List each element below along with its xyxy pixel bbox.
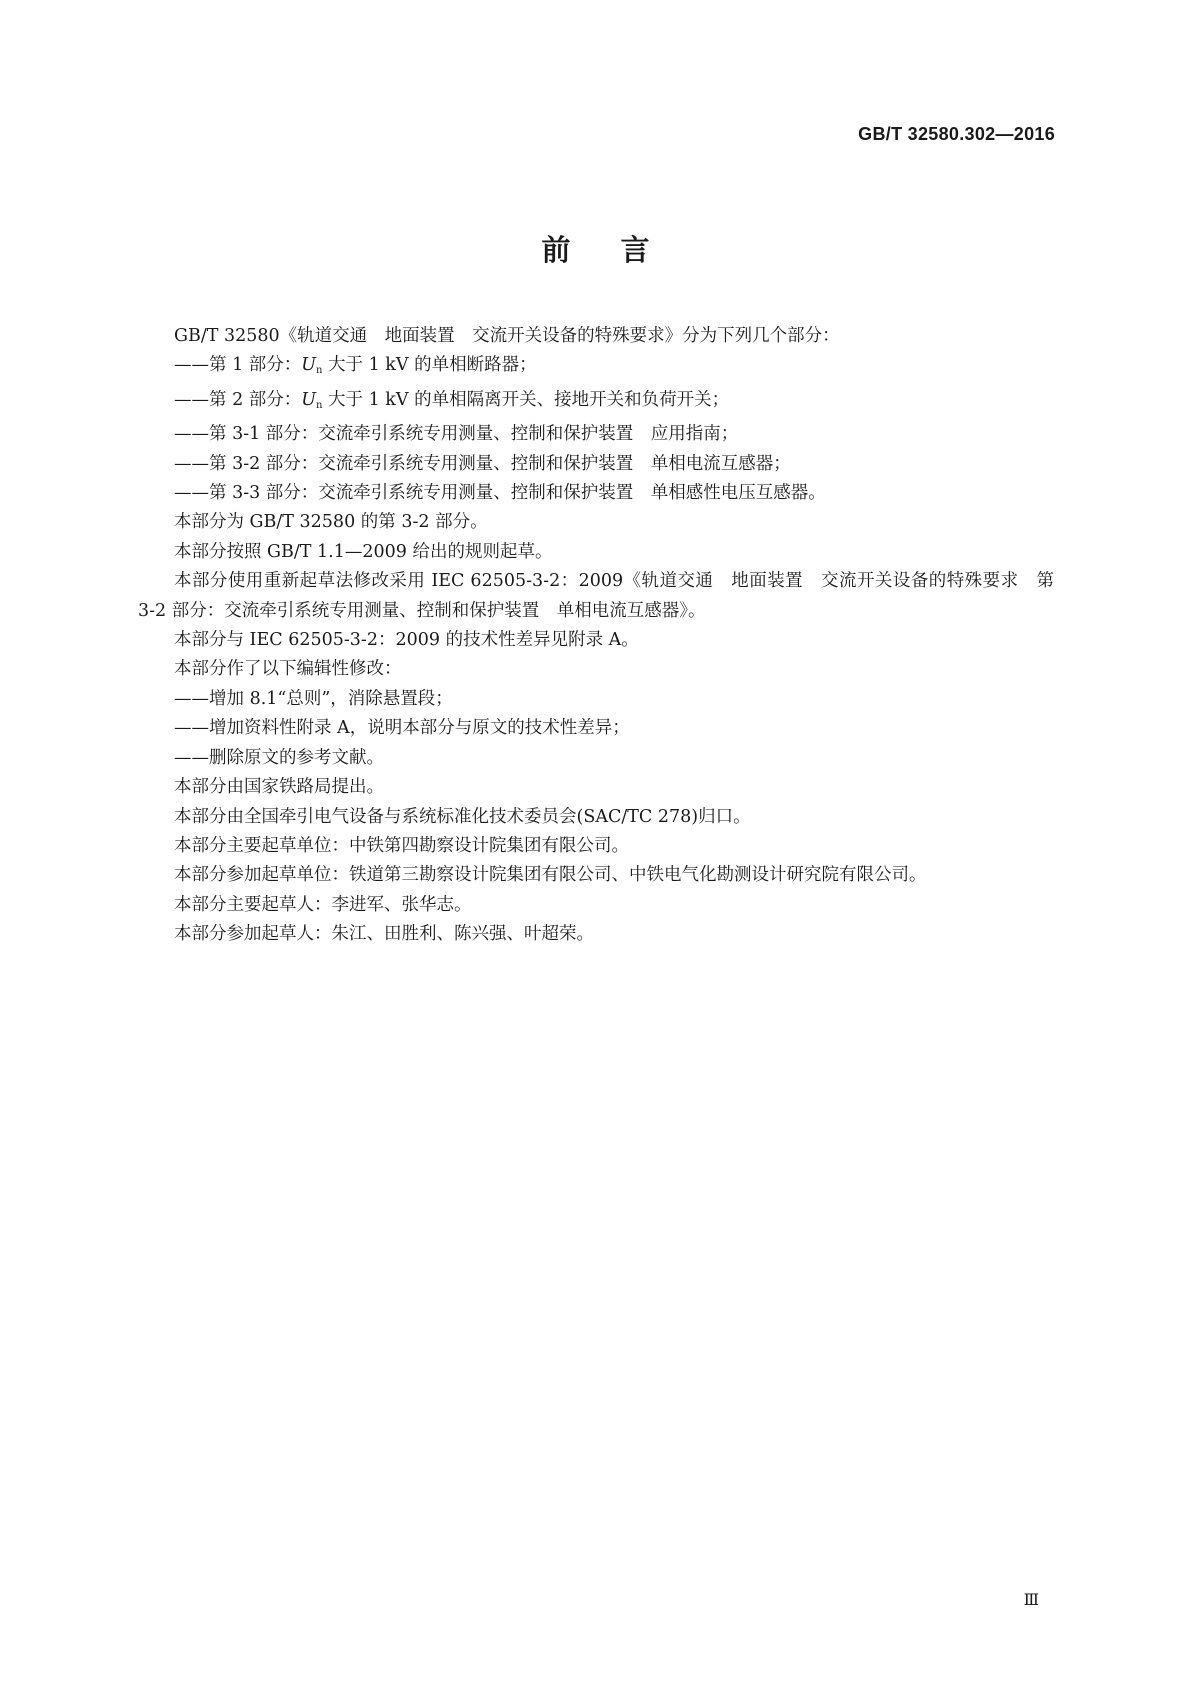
un-symbol [301,390,322,410]
paragraph: 本部分按照 GB/T 1.1—2009 给出的规则起草。 [174,541,553,562]
un-letter: U [301,355,317,376]
paragraph: 本部分主要起草单位：中铁第四勘察设计院集团有限公司。 [174,835,629,856]
paragraph: 本部分由全国牵引电气设备与系统标准化技术委员会(SAC/TC 278)归口。 [174,806,751,827]
standard-code: GB/T 32580.302—2016 [858,124,1055,144]
un-subscript: n [316,399,323,411]
paragraph: 本部分主要起草人：李进军、张华志。 [174,894,472,915]
list-item: ——增加 8.1“总则”，消除悬置段； [174,688,453,709]
list-item [138,351,1054,385]
paragraph: 本部分使用重新起草法修改采用 IEC 62505-3-2：2009《轨道交通 地面装置 交流开关设备的特殊要求 第 3-2 部分：交流牵引系统专用测量、控制和保护装置 单相电流互感器》。 [138,571,1054,621]
list-item: ——第 3-3 部分：交流牵引系统专用测量、控制和保护装置 单相感性电压互感器。 [174,483,826,504]
paragraph: 本部分与 IEC 62505-3-2：2009 的技术性差异见附录 A。 [174,630,639,651]
page-number: Ⅲ [1023,1590,1039,1609]
paragraph: 本部分参加起草人：朱江、田胜利、陈兴强、叶超荣。 [174,924,594,945]
paragraph: GB/T 32580《轨道交通 地面装置 交流开关设备的特殊要求》分为下列几个部分： [174,326,840,346]
un-letter: U [301,389,317,410]
list-item-prefix: ——第 2 部分： [174,389,302,410]
un-symbol [301,355,322,375]
list-item: ——增加资料性附录 A，说明本部分与原文的技术性差异； [174,718,630,739]
paragraph: 本部分参加起草单位：铁道第三勘察设计院集团有限公司、中铁电气化勘测设计研究院有限公司。 [174,865,927,886]
list-item-suffix: 大于 1 kV 的单相断路器； [322,355,537,376]
paragraph: 本部分由国家铁路局提出。 [174,777,384,798]
foreword-body [138,322,1054,950]
list-item: ——删除原文的参考文献。 [174,747,384,768]
paragraph: 本部分作了以下编辑性修改： [174,659,402,680]
paragraph: 本部分为 GB/T 32580 的第 3-2 部分。 [174,512,488,533]
list-item: ——第 3-1 部分：交流牵引系统专用测量、控制和保护装置 应用指南； [174,424,739,445]
list-item-prefix: ——第 1 部分： [174,355,302,376]
list-item [138,386,1054,420]
page-title: 前言 [541,233,700,267]
un-subscript: n [316,365,323,377]
list-item-suffix: 大于 1 kV 的单相隔离开关、接地开关和负荷开关； [322,389,730,410]
list-item: ——第 3-2 部分：交流牵引系统专用测量、控制和保护装置 单相电流互感器； [174,453,791,474]
